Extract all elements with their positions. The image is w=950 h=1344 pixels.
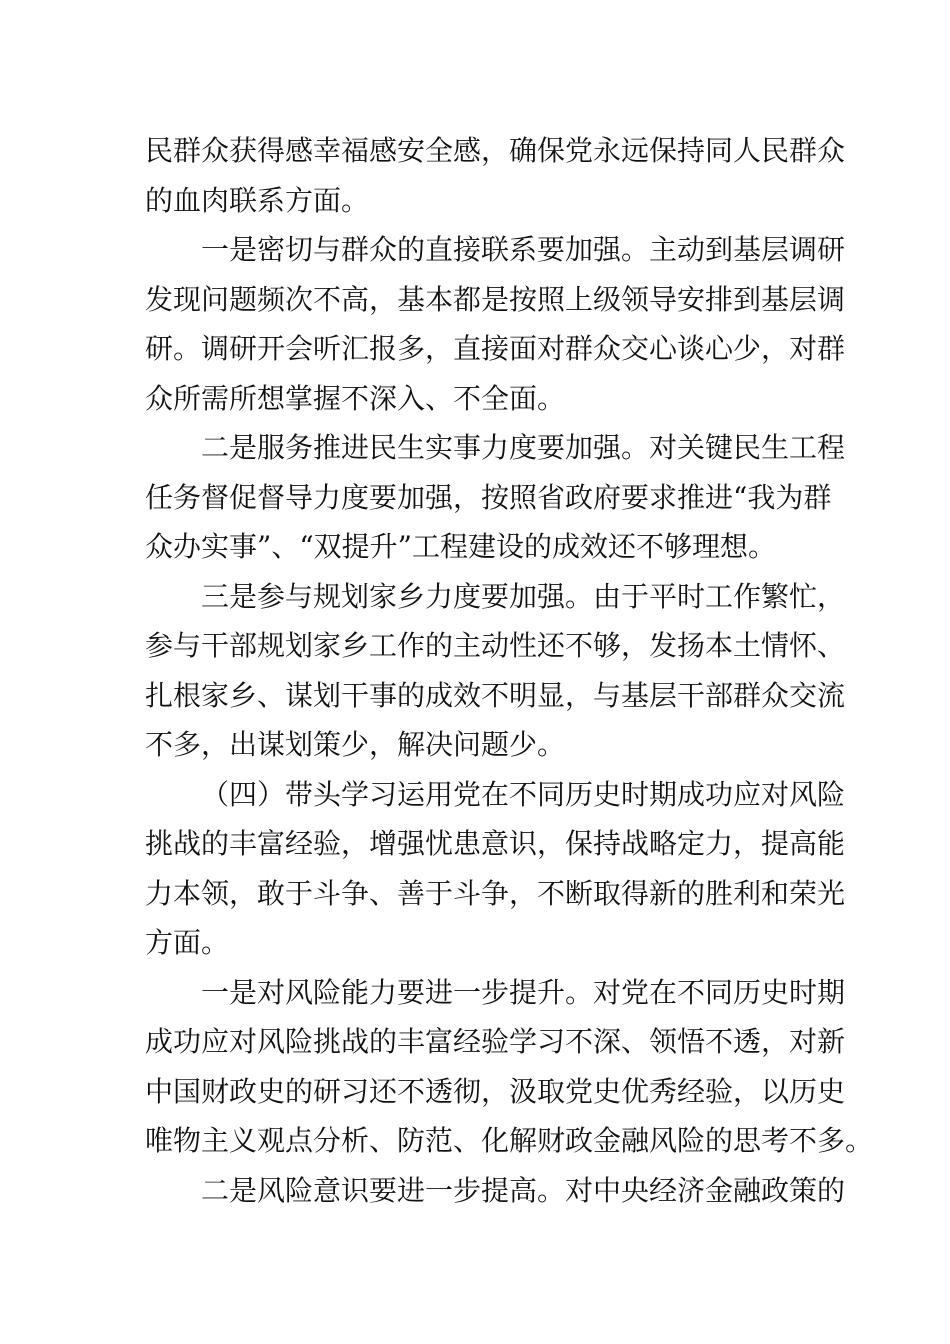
text-line: 任务督促督导力度要加强，按照省政府要求推进“我为群	[145, 480, 832, 514]
text-line: 扎根家乡、谋划干事的成效不明显，与基层干部群众交流	[145, 678, 846, 712]
text-line: 一是对风险能力要进一步提升。对党在不同历史时期	[201, 975, 846, 1009]
text-line: 研。调研开会听汇报多，直接面对群众交心谈心少，对群	[145, 332, 846, 365]
text-line: 三是参与规划家乡力度要加强。由于平时工作繁忙，	[201, 579, 846, 613]
text-line: 成功应对风险挑战的丰富经验学习不深、领悟不透，对新	[145, 1025, 846, 1058]
text-line: 的血肉联系方面。	[145, 183, 370, 217]
section-heading-paragraph	[145, 770, 846, 968]
text-line: 众办实事”、“双提升”工程建设的成效还不够理想。	[145, 530, 776, 563]
text-line: 众所需所想掌握不深入、不全面。	[145, 381, 566, 415]
text-line: 一是密切与群众的直接联系要加强。主动到基层调研	[201, 233, 846, 266]
text-line: 挑战的丰富经验，增强忧患意识，保持战略定力，提高能	[145, 827, 846, 860]
text-line: 二是服务推进民生实事力度要加强。对关键民生工程	[201, 431, 846, 464]
paragraph-4	[145, 572, 846, 770]
paragraph-1	[145, 126, 846, 225]
text-line: 民群众获得感幸福感安全感，确保党永远保持同人民群众	[145, 134, 846, 167]
text-line: 参与干部规划家乡工作的主动性还不够，发扬本土情怀、	[145, 629, 846, 662]
paragraph-7	[145, 1166, 846, 1216]
paragraph-2	[145, 225, 846, 423]
text-line: 中国财政史的研习还不透彻，汲取党史优秀经验，以历史	[145, 1074, 846, 1108]
text-line: 不多，出谋划策少，解决问题少。	[145, 728, 566, 761]
text-line: （四）带头学习运用党在不同历史时期成功应对风险	[201, 777, 846, 811]
paragraph-3	[145, 423, 846, 572]
text-line: 发现问题频次不高，基本都是按照上级领导安排到基层调	[145, 282, 846, 316]
text-line: 唯物主义观点分析、防范、化解财政金融风险的思考不多。	[145, 1124, 874, 1157]
body-text	[145, 126, 874, 1215]
text-line: 方面。	[145, 926, 230, 959]
paragraph-6	[145, 968, 874, 1166]
text-line: 力本领，敢于斗争、善于斗争，不断取得新的胜利和荣光	[145, 876, 846, 910]
text-line: 二是风险意识要进一步提高。对中央经济金融政策的	[201, 1173, 846, 1207]
